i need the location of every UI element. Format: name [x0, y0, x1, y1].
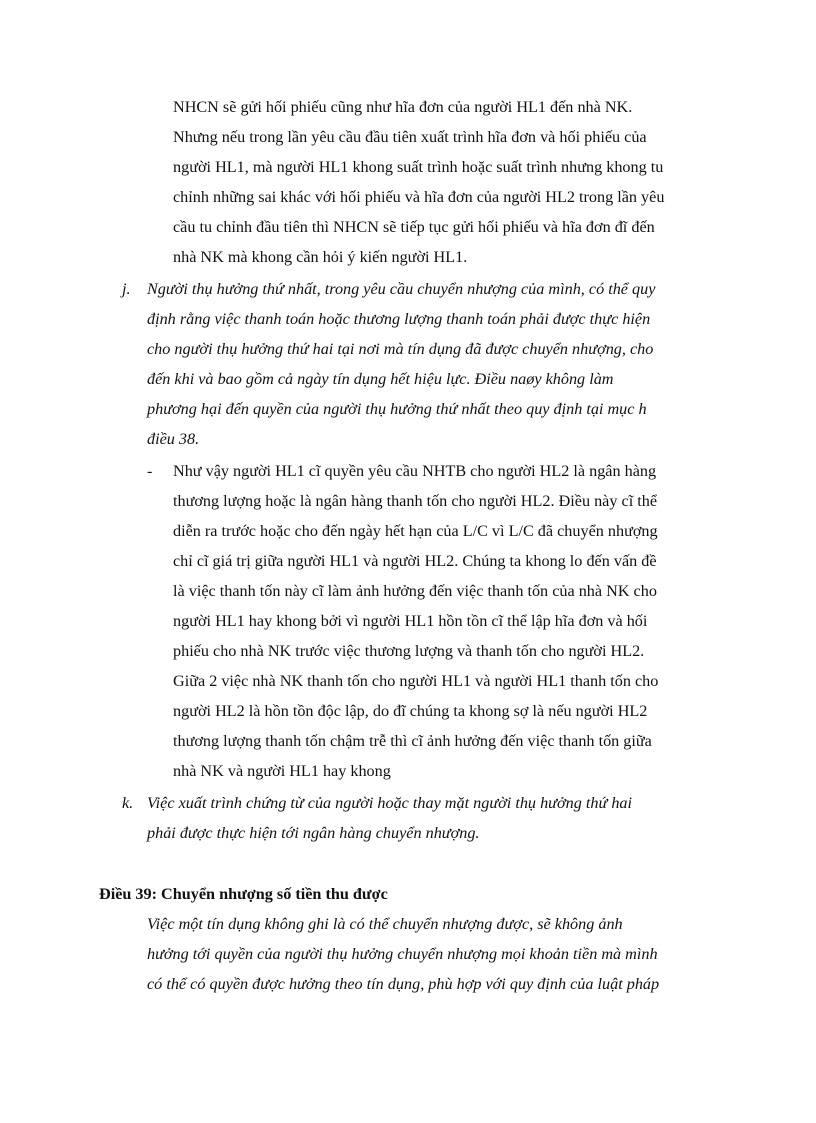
text-line: Như vậy người HL1 cĩ quyền yêu cầu NHTB cho người HL2 là ngân hàng	[173, 462, 657, 480]
text-line: Giữa 2 việc nhà NK thanh tốn cho người HL1 và người HL1 thanh tốn cho	[173, 672, 659, 690]
text-line: diễn ra trước hoặc cho đến ngày hết hạn của L/C vì L/C đã chuyển nhượng	[173, 522, 658, 540]
list-marker-j: j.	[122, 280, 131, 298]
text-line: thương lượng thanh tốn chậm trễ thì cĩ ảnh hưởng đến việc thanh tốn giữa	[173, 732, 652, 750]
text-line: điều 38.	[147, 430, 200, 448]
text-line: NHCN sẽ gửi hối phiếu cũng như hĩa đơn của người HL1 đến nhà NK.	[173, 98, 633, 116]
text-line: người HL2 là hồn tồn độc lập, do đĩ chúng ta khong sợ là nếu người HL2	[173, 702, 648, 720]
text-line: cho người thụ hưởng thứ hai tại nơi mà tín dụng đã được chuyển nhượng, cho	[147, 340, 654, 358]
text-line: người HL1 hay khong bởi vì người HL1 hồn tồn cĩ thể lập hĩa đơn và hối	[173, 612, 648, 630]
text-line: phương hại đến quyền của người thụ hưởng thứ nhất theo quy định tại mục h	[147, 400, 647, 418]
text-line: phải được thực hiện tới ngân hàng chuyển nhượng.	[147, 824, 480, 842]
section-heading: Điều 39: Chuyển nhượng số tiền thu được	[99, 885, 388, 903]
text-line: người HL1, mà người HL1 khong suất trình hoặc suất trình nhưng khong tu	[173, 158, 664, 176]
text-line: đến khi và bao gồm cả ngày tín dụng hết hiệu lực. Điều naøy không làm	[147, 370, 614, 388]
text-line: chỉ cĩ giá trị giữa người HL1 và người HL2. Chúng ta khong lo đến vấn đề	[173, 552, 657, 570]
text-line: định rằng việc thanh toán hoặc thương lượng thanh toán phải được thực hiện	[147, 310, 651, 328]
text-line: Nhưng nếu trong lần yêu cầu đầu tiên xuất trình hĩa đơn và hối phiếu của	[173, 128, 647, 146]
text-line: cầu tu chỉnh đầu tiên thì NHCN sẽ tiếp tục gửi hối phiếu và hĩa đơn đĩ đến	[173, 218, 655, 236]
text-line: Việc xuất trình chứng từ của người hoặc thay mặt người thụ hưởng thứ hai	[147, 794, 633, 812]
text-line: Người thụ hưởng thứ nhất, trong yêu cầu chuyển nhượng của mình, có thể quy	[147, 280, 656, 298]
text-line: hưởng tới quyền của người thụ hưởng chuyển nhượng mọi khoản tiền mà mình	[147, 945, 658, 963]
text-line: chỉnh những sai khác với hối phiếu và hĩa đơn của người HL2 trong lần yêu	[173, 188, 665, 206]
text-line: thương lượng hoặc là ngân hàng thanh tốn cho người HL2. Điều này cĩ thể	[173, 492, 658, 510]
text-line: phiếu cho nhà NK trước việc thương lượng và thanh tốn cho người HL2.	[173, 642, 645, 660]
text-line: là việc thanh tốn này cĩ làm ảnh hưởng đến việc thanh tốn của nhà NK cho	[173, 582, 657, 600]
text-line: nhà NK mà khong cần hỏi ý kiến người HL1.	[173, 248, 468, 266]
list-marker-k: k.	[122, 794, 134, 812]
text-line: có thể có quyền được hưởng theo tín dụng, phù hợp với quy định của luật pháp	[147, 975, 660, 993]
list-marker-dash: -	[147, 462, 153, 480]
text-line: Việc một tín dụng không ghi là có thể chuyển nhượng được, sẽ không ảnh	[147, 915, 623, 933]
text-line: nhà NK và người HL1 hay khong	[173, 762, 391, 780]
